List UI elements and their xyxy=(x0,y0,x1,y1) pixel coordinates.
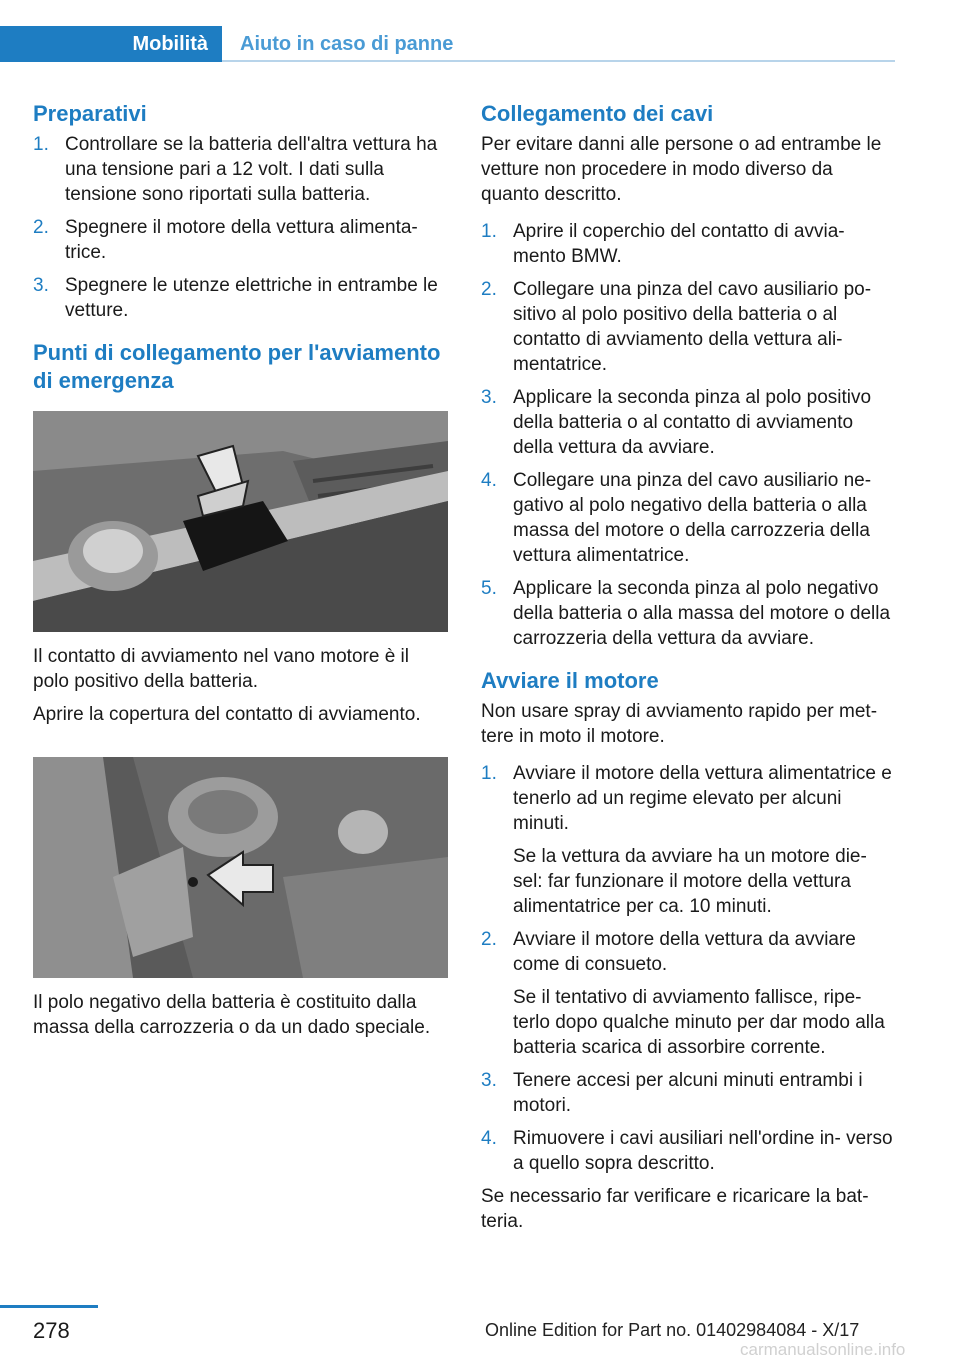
step-note: Se la vettura da avviare ha un motore die‐ sel: far funzionare il motore della vettura alimentatrice per ca. 10 minuti. xyxy=(513,846,867,917)
collegamento-heading: Collegamento dei cavi xyxy=(481,101,714,126)
list-item: 3. Tenere accesi per alcuni minuti entrambi i motori. xyxy=(481,1070,863,1116)
list-item: 1. Avviare il motore della vettura alimentatrice e tenerlo ad un regime elevato per alcuni minuti. Se la vettura da avviare ha un motore die‐ sel: far funzionare il motore della vettura alimentatrice per ca. 10 minuti. xyxy=(481,761,895,919)
avviare-heading: Avviare il motore xyxy=(481,668,659,693)
preparativi-list xyxy=(33,132,448,323)
avviare-intro: Non usare spray di avviamento rapido per met‐ tere in moto il motore. xyxy=(481,701,878,747)
engine-contact-photo xyxy=(33,411,448,632)
list-item: 3. Applicare la seconda pinza al polo positivo della batteria o al contatto di avviamento della vettura da avviare. xyxy=(481,387,872,458)
photo1-caption-2: Aprire la copertura del contatto di avviamento. xyxy=(33,704,421,725)
list-item: 2. Spegnere il motore della vettura alimenta‐ trice. xyxy=(33,217,418,263)
watermark: carmanualsonline.info xyxy=(740,1340,906,1359)
avviare-list xyxy=(481,761,895,1176)
punti-heading: Punti di collegamento per l'avviamento di emergenza xyxy=(33,340,441,393)
page-number: 278 xyxy=(33,1318,70,1343)
step-note: Se il tentativo di avviamento fallisce, ripe‐ terlo dopo qualche minuto per dar modo alla batteria scarica di assorbire corrente. xyxy=(513,987,885,1058)
closing-text: Se necessario far verificare e ricaricare la bat‐ teria. xyxy=(481,1186,869,1232)
left-column xyxy=(33,100,448,1040)
list-item: 4. Collegare una pinza del cavo ausiliario ne‐ gativo al polo negativo della batteria o alla massa del motore o della carrozzeria della vettura alimentatrice. xyxy=(481,470,872,566)
list-item: 5. Applicare la seconda pinza al polo negativo della batteria o alla massa del motore o della carrozzeria della vettura da avviare. xyxy=(481,578,891,649)
list-item: 1. Controllare se la batteria dell'altra vettura ha una tensione pari a 12 volt. I dati sulla tensione sono riportati sulla batteria. xyxy=(33,134,438,205)
list-item: 4. Rimuovere i cavi ausiliari nell'ordine in‐ verso a quello sopra descritto. xyxy=(481,1128,893,1174)
subsection-tab[interactable]: Aiuto in caso di panne xyxy=(240,33,454,55)
collegamento-intro: Per evitare danni alle persone o ad entrambe le vetture non procedere in modo diverso da quanto descritto. xyxy=(481,134,882,205)
engine-contact-illustration xyxy=(33,411,448,632)
right-column xyxy=(481,100,895,1234)
list-item: 2. Collegare una pinza del cavo ausiliario po‐ sitivo al polo positivo della batteria o al contatto di avviamento della vettura ali‐ mentatrice. xyxy=(481,279,872,375)
section-tab[interactable]: Mobilità xyxy=(0,26,222,62)
footer-divider xyxy=(0,1305,98,1308)
list-item: 2. Avviare il motore della vettura da avviare come di consueto. Se il tentativo di avviamento fallisce, ripe‐ terlo dopo qualche minuto per dar modo alla batteria scarica di assorbire corrente. xyxy=(481,927,895,1060)
preparativi-heading: Preparativi xyxy=(33,101,147,126)
list-item: 3. Spegnere le utenze elettriche in entrambe le vetture. xyxy=(33,275,438,321)
engine-ground-photo xyxy=(33,757,448,978)
list-item: 1. Aprire il coperchio del contatto di avvia‐ mento BMW. xyxy=(481,221,845,267)
page-header xyxy=(0,26,895,62)
collegamento-list xyxy=(481,219,895,651)
header-divider xyxy=(222,60,895,62)
engine-ground-illustration xyxy=(33,757,448,978)
edition-note: Online Edition for Part no. 01402984084 - X/17 xyxy=(485,1320,860,1340)
photo1-caption: Il contatto di avviamento nel vano motore è il polo positivo della batteria. xyxy=(33,646,409,692)
photo2-caption: Il polo negativo della batteria è costituito dalla massa della carrozzeria o da un dado speciale. xyxy=(33,992,431,1038)
